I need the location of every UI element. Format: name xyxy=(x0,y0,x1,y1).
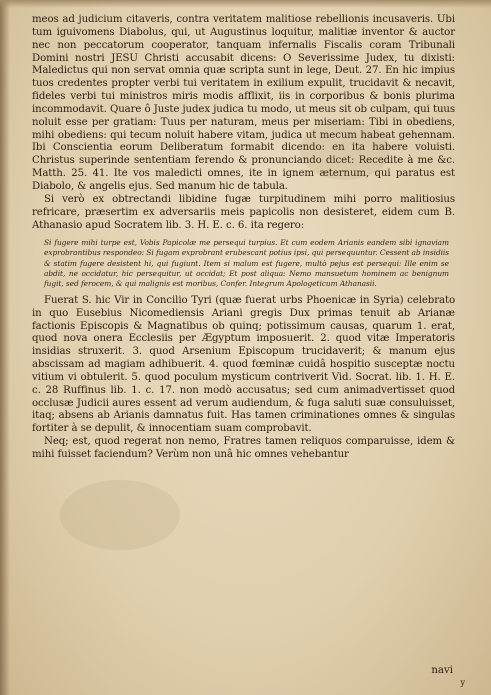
paper-stain xyxy=(60,480,180,550)
body-paragraph-1: meos ad judicium citaveris, contra veritatem malitiose rebellionis incusaveris. Ubi tum iguivomens Diabolus, qui, ut Augustinus loquitur, malitiæ inventor & auctor nec non peccatorum cooperator, tanquam infernalis Fiscalis coram Tribunali Domini nostri JESU Christi accusabit dicens: O Severissime Judex, tu dixisti: Maledictus qui non servat omnia quæ scripta sunt in lege, Deut. 27. En hic impius tuos credentes propter verbi tui veritatem in exilium expulit, trucidavit & necavit, fideles verbi tui ministros miris modis afflixit, iis in corporibus & bonis plurima incommodavit. Quare ô Juste judex judica tu modo, ut meus sit ob culpam, qui tuus noluit esse per gratiam: Tuus per naturam, meus per miseriam: Tibi in obediens, mihi obediens: qui tecum noluit habere vitam, judica ut mecum habeat gehennam. Ibi Conscientia eorum Deliberatum formabit dicendo: en ita habere voluisti. Christus superinde sententiam ferendo & pronunciando dicet: Recedite à me &c. Matth. 25. 41. Ite vos maledicti omnes, ite in ignem æternum, qui paratus est Diabolo, & angelis ejus. Sed manum hic de tabula. xyxy=(32,14,455,192)
catchword: navi xyxy=(431,665,453,676)
page-gutter-shadow xyxy=(0,0,10,695)
body-paragraph-3: Fuerat S. hic Vir in Concilio Tyri (quæ fuerat urbs Phoenicæ in Syria) celebrato in quo Eusebius Nicomediensis Ariani gregis Dux primas tenuit ab Arianæ factionis Episcopis & Magnatibus ob quinq; potissimum causas, quarum 1. erat, quod nova onera Ecclesiis per Ægyptum imposuerit. 2. quod vitæ Imperatoris insidias struxerit. 3. quod Arsenium Episcopum trucidaverit; & manum ejus abscissam ad magiam adhibuerit. 4. quod fœminæ cuidâ hospitio susceptæ noctu vitium vi obtulerit. 5. quod poculum mysticum contriverit Vid. Socrat. lib. 1. H. E. c. 28 Ruffinus lib. 1. c. 17. non modò accusatus; sed cum animadvertisset quod occlusæ Judicii aures essent ad verum audiendum, & fuga saluti suæ consuluisset, itaq; absens ab Arianis damnatus fuit. Has tamen criminationes omnes & singulas fortiter à se depulit, & innocentiam suam comprobavit. xyxy=(32,294,455,435)
page-top-shadow xyxy=(0,0,491,8)
signature-mark: y xyxy=(460,678,465,687)
italic-quotation: Si fugere mihi turpe est, Vobis Papicolæ me persequi turpius. Et cum eodem Arianis eandem sibi ignaviam exprobrantibus respondeo: Si fugam exprobrant erubescant potius ipsi, qui persequuntur. Cessent ab insidiis & statim fugere desistent hi, qui fugiunt. Item si malum est fugere, multò pejus est persequi: Ille enim se abdit, ne occidatur, hic persequitur, ut occidat; Et post aliqua: Nemo mansuetum hominem ac benignum fugit, sed ferocem, & qui malignis est moribus, Confer. Integrum Apologeticum Athanasii. xyxy=(44,238,449,288)
paper-stain xyxy=(300,120,390,180)
body-paragraph-2: Si verò ex obtrectandi libidine fugæ turpitudinem mihi porro malitiosius refricare, præsertim ex adversariis meis papicolis non desisteret, eidem cum B. Athanasio apud Socratem lib. 3. H. E. c. 6. ita regero: xyxy=(32,193,455,231)
body-paragraph-4: Neq; est, quod regerat non nemo, Fratres tamen reliquos comparuisse, idem & mihi fuisset faciendum? Verùm non unâ hic omnes vehebantur xyxy=(32,436,455,460)
